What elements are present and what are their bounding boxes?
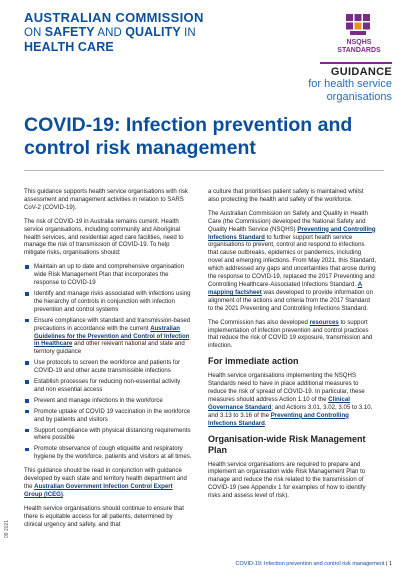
risk-plan-paragraph: Health service organisations are required to prepare and implement an organisation wide Risk Management Plan to manage and reduce the risk related to the transmission of COVID-19 (see Appendix 1 for examples of how to identify risks and assess level of risk). xyxy=(208,460,366,500)
list-item: Maintain an up to date and comprehensive organisation wide Risk Management Plan that incorporates the response to COVID-19 xyxy=(24,263,192,287)
resources-paragraph: The Commission has also developed resources to support implementation of infection prevention and control practices that reduce the risk of COVID 19 exposure, transmission and infection. xyxy=(208,318,373,350)
list-item: Promote observance of cough etiquette and respiratory hygiene by the workforce, patients and visitors at all times. xyxy=(24,445,192,461)
guidance-audience-2: organisations xyxy=(326,91,392,103)
nsqhs-mark-icon xyxy=(346,14,370,36)
guidelines-link[interactable]: Australian Guidelines for the Prevention and Control of Infection in Healthcare xyxy=(34,324,190,348)
page-number: 1 xyxy=(388,561,392,567)
list-item: Promote uptake of COVID 19 vaccination in the workforce and by patients and visitors xyxy=(24,408,192,424)
guidance-block xyxy=(308,66,392,104)
risk-paragraph: The risk of COVID-19 in Australia remains current. Health service organisations, including community and Aboriginal health services, and residential aged care facilities, need to manage the risk of transmission of COVID-19. To help mitigate risks, organisations should: xyxy=(24,217,184,257)
guidance-audience-1: for health service xyxy=(308,78,392,90)
list-item: Use protocols to screen the workforce and patients for COVID-19 and other acute transmissible infections xyxy=(24,359,192,375)
logo-text: NSQHS STANDARDS xyxy=(337,39,381,54)
list-item: Identify and manage risks associated with infections using the hierarchy of controls in conjunction with infection prevention and control systems xyxy=(24,290,192,314)
clinical-governance-link[interactable]: Clinical Governance Standard xyxy=(208,395,350,411)
list-item: Ensure compliance with standard and transmission-based precautions in accordance with the current Australian Guidelines for the Prevention and Control of Infection in Healthcare and other relevant national and state and territory guidance xyxy=(24,317,192,357)
footer-separator: | xyxy=(385,561,388,567)
resources-link[interactable]: resources xyxy=(309,318,339,326)
list-item: Support compliance with physical distancing requirements where possible xyxy=(24,427,192,443)
section-heading-immediate: For immediate action xyxy=(208,356,299,367)
guidance-label: GUIDANCE xyxy=(330,66,392,78)
right-column xyxy=(208,188,376,506)
actions-list xyxy=(24,263,192,461)
immediate-paragraph: Health service organisations implementing the NSQHS Standards need to have in place additional measures to reduce the risk of spread of COVID-19. In particular, these measures should address Action 1.10 of the Clinical Governance Standard; and Actions 3.01, 3.02, 3.05 to 3.10, and 3.13 to 3.16 of the Preventing and Controlling Infections Standard. xyxy=(208,372,373,427)
intro-paragraph: This guidance supports health service organisations with risk assessment and management activities in relation to SARS CoV-2 (COVID-19). xyxy=(24,188,188,211)
list-item: Prevent and manage infections in the workforce xyxy=(24,397,192,405)
page-footer xyxy=(236,561,392,567)
list-item: Establish processes for reducing non-essential activity and non essential access xyxy=(24,378,192,394)
page-title: COVID-19: Infection prevention and control risk management xyxy=(24,114,353,159)
mapping-factsheet-link[interactable]: A mapping factsheet xyxy=(208,280,363,296)
commission-header xyxy=(24,10,224,55)
pci-standard-link[interactable]: Preventing and Controlling Infections Standard xyxy=(208,225,376,241)
culture-paragraph: a culture that prioritises patient safety is maintained whilst also protecting the health and safety of the workforce. xyxy=(208,188,364,203)
section-heading-risk-plan: Organisation-wide Risk Management Plan xyxy=(208,433,366,455)
pci-standard-link-2[interactable]: Preventing and Controlling Infections Standard xyxy=(208,411,349,427)
issue-date: 09 2021 xyxy=(4,519,10,538)
org-name-line1: AUSTRALIAN COMMISSION xyxy=(24,10,204,25)
footer-title: COVID-19: Infection prevention and control risk management xyxy=(235,561,385,567)
left-column xyxy=(24,188,192,535)
conjunction-paragraph: This guidance should be read in conjunction with guidance developed by each state and territory health department and the Australian Government Infection Control Expert Group (ICEG). xyxy=(24,467,187,498)
standard-paragraph: The Australian Commission on Safety and Quality in Health Care (the Commission) developed the National Safety and Quality Health Service (NSQHS) Preventing and Controlling Infections Standard to further support health service organisations to prevent, control and respond to infections that cause outbreaks, epidemics or pandemics, including novel and emerging infections. From May 2021, this Standard, which addressed any gaps and uncertainties that arose during the response to COVID-19, replaced the 2017 Preventing and Controlling Healthcare-Associated Infections Standard. A mapping factsheet was developed to provide information on alignment of the actions and criteria from the 2017 Standard to the 2021 Preventing and Controlling Infections Standard. xyxy=(208,209,377,312)
guidance-rule xyxy=(320,62,392,64)
title-divider xyxy=(24,170,384,171)
org-name-line2: ON SAFETY AND QUALITY IN HEALTH CARE xyxy=(24,25,196,54)
access-paragraph: Health service organisations should continue to ensure that there is equitable access for all patients, determined by clinical urgency and safety, and that xyxy=(24,504,184,528)
iceg-link[interactable]: Australian Government Infection Control Expert Group (ICEG) xyxy=(24,483,173,498)
